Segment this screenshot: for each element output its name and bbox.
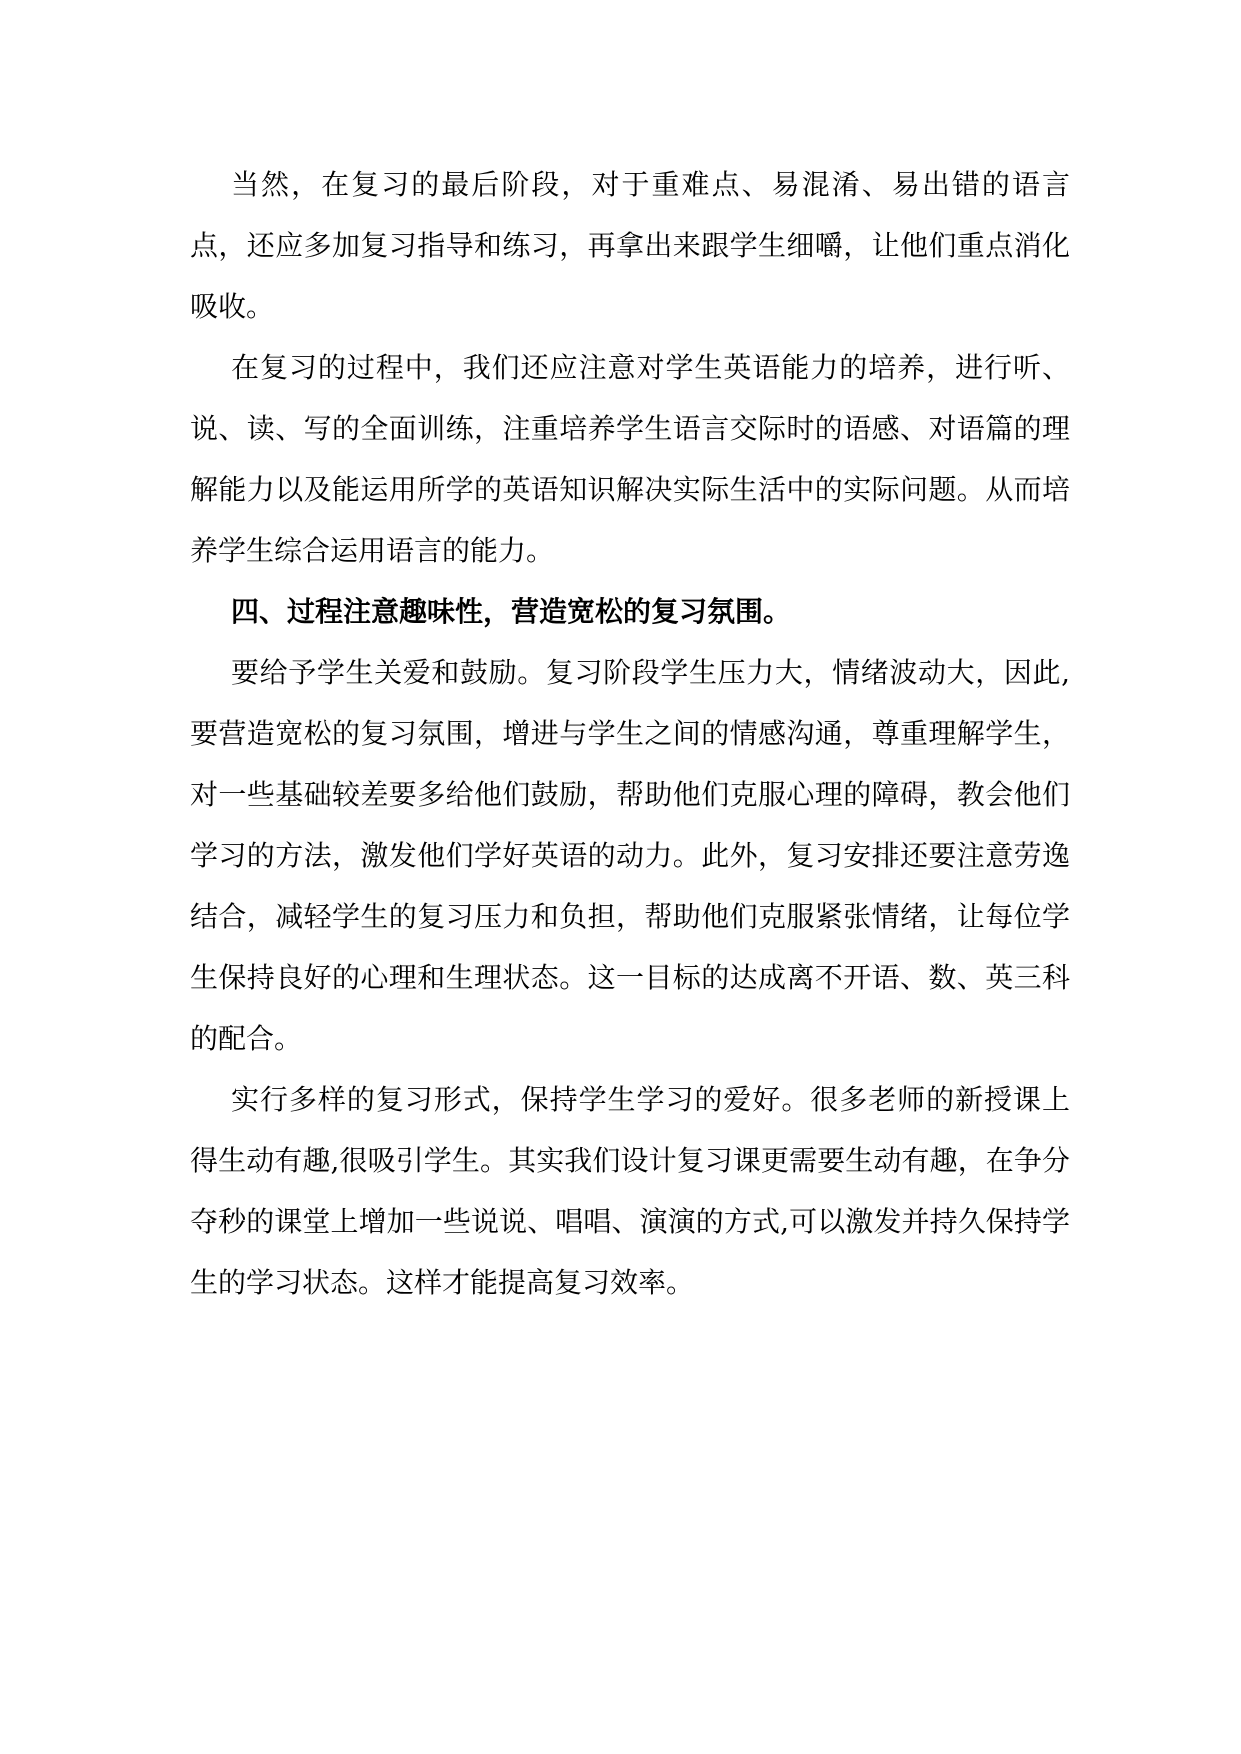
paragraph-english-ability: 在复习的过程中，我们还应注意对学生英语能力的培养，进行听、说、读、写的全面训练，注重培养学生语言交际时的语感、对语篇的理解能力以及能运用所学的英语知识解决实际生活中的实际问题。从而培养学生综合运用语言的能力。 bbox=[190, 351, 1070, 567]
paragraph-review-forms: 实行多样的复习形式，保持学生学习的爱好。很多老师的新授课上得生动有趣,很吸引学生。其实我们设计复习课更需要生动有趣，在争分夺秒的课堂上增加一些说说、唱唱、演演的方式,可以激发并持久保持学生的学习状态。这样才能提高复习效率。 bbox=[190, 1083, 1070, 1299]
paragraph-review-key-points: 当然，在复习的最后阶段，对于重难点、易混淆、易出错的语言点，还应多加复习指导和练习，再拿出来跟学生细嚼，让他们重点消化吸收。 bbox=[190, 168, 1070, 323]
section-heading-four: 四、过程注意趣味性，营造宽松的复习氛围。 bbox=[231, 595, 792, 628]
paragraph-care-encouragement: 要给予学生关爱和鼓励。复习阶段学生压力大，情绪波动大，因此,要营造宽松的复习氛围，增进与学生之间的情感沟通，尊重理解学生，对一些基础较差要多给他们鼓励，帮助他们克服心理的障碍，教会他们学习的方法，激发他们学好英语的动力。此外，复习安排还要注意劳逸结合，减轻学生的复习压力和负担，帮助他们克服紧张情绪，让每位学生保持良好的心理和生理状态。这一目标的达成离不开语、数、英三科的配合。 bbox=[190, 656, 1070, 1055]
document-body bbox=[190, 154, 1070, 1313]
